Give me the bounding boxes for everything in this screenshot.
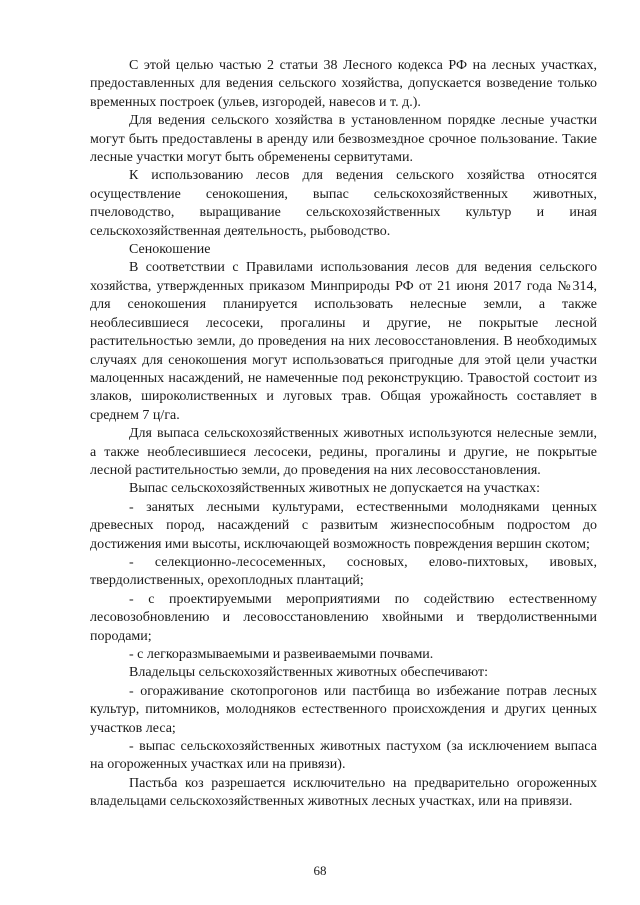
list-item-herdsman: - выпас сельскохозяйственных животных пастухом (за исключением выпаса на огороженных участках или на привязи). (90, 739, 597, 773)
paragraph-forest-use: К использованию лесов для ведения сельского хозяйства относятся осуществление сенокошения, выпас сельскохозяйственных животных, пчеловодство, выращивание сельскохозяйственных культур и иная сельскохозяйственная деятельность, рыбоводство. (90, 168, 597, 239)
paragraph-lease: Для ведения сельского хозяйства в установленном порядке лесные участки могут быть предоставлены в аренду или безвозмездное срочное пользование. Такие лесные участки могут быть обременены сервитутами. (90, 113, 597, 166)
paragraph-owners-obligations: Владельцы сельскохозяйственных животных обеспечивают: (129, 665, 489, 681)
document-body (90, 57, 597, 812)
paragraph-grazing-prohibited: Выпас сельскохозяйственных животных не допускается на участках: (129, 481, 540, 497)
paragraph-goat-grazing: Пастьба коз разрешается исключительно на предварительно огороженных владельцами сельскохозяйственных животных лесных участках, или на привязи. (90, 775, 597, 810)
paragraph-haymaking-rules: В соответствии с Правилами использования лесов для ведения сельского хозяйства, утвержденных приказом Минприроды РФ от 21 июня 2017 года №314, для сенокошения планируется использовать нелесные земли, а также необлесившиеся лесосеки, прогалины и другие, не покрытые лесной растительностью земли, до проведения на них лесовосстановления. В необходимых случаях для сенокошения могут использоваться пригодные для этой цели участки малоценных насаждений, не намеченные под реконструкцию. Травостой состоит из злаков, широколиственных и луговых трав. Общая урожайность составляет в среднем 7 ц/га. (90, 260, 597, 423)
list-item-plantations: - селекционно-лесосеменных, сосновых, елово-пихтовых, ивовых, твердолиственных, орехоплодных плантаций; (90, 554, 597, 589)
page-number: 68 (313, 863, 327, 878)
paragraph-intro: С этой целью частью 2 статьи 38 Лесного кодекса РФ на лесных участках, предоставленных для ведения сельского хозяйства, допускается возведение только временных построек (ульев, изгородей, навесов и т. д.). (90, 58, 597, 110)
paragraph-grazing-lands: Для выпаса сельскохозяйственных животных используются нелесные земли, а также необлесившиеся лесосеки, редины, прогалины и другие, не покрытые лесной растительностью земли, до проведения на них лесовосстановления. (90, 426, 597, 478)
list-item-fencing: - огораживание скотопрогонов или пастбища во избежание потрав лесных культур, питомников, молодняков естественного происхождения и других ценных участков леса; (90, 683, 597, 736)
section-heading-haymaking: Сенокошение (129, 242, 211, 258)
list-item-forest-cultures: - занятых лесными культурами, естественными молодняками ценных древесных пород, насаждений с развитым жизнеспособным подростом до достижения ими высоты, исключающей возможность повреждения вершин скотом; (90, 499, 597, 552)
list-item-erodible-soils: - с легкоразмываемыми и развеиваемыми почвами. (129, 647, 434, 662)
list-item-reforestation: - с проектируемыми мероприятиями по содействию естественному лесовозобновлению и лесовосстановлению хвойными и твердолиственными породами; (90, 591, 597, 644)
